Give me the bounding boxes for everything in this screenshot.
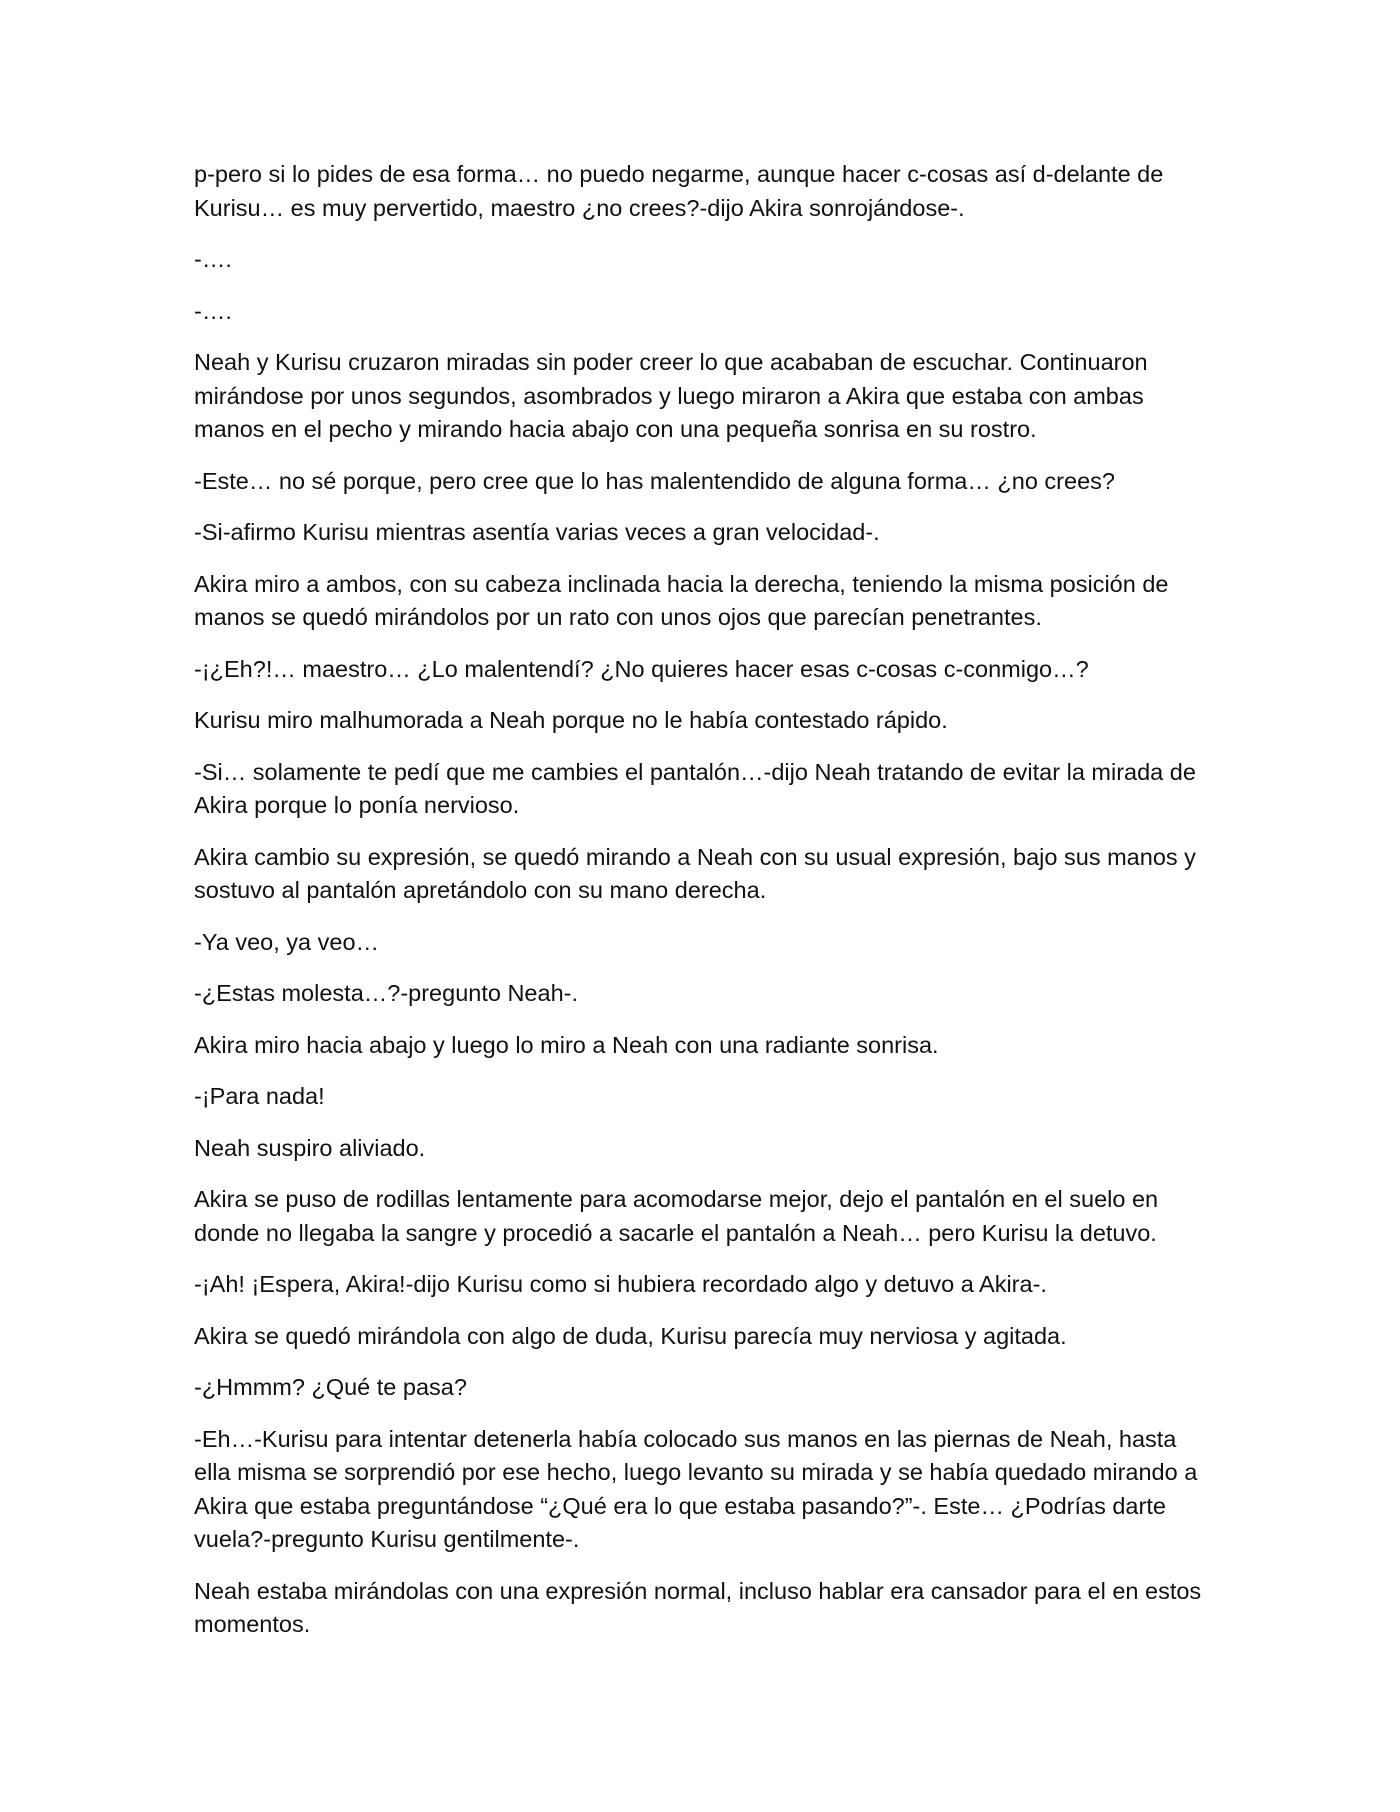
paragraph: -¿Estas molesta…?-pregunto Neah-.: [194, 980, 578, 1006]
paragraph: -Si-afirmo Kurisu mientras asentía varias veces a gran velocidad-.: [194, 519, 880, 545]
paragraph: Neah estaba mirándolas con una expresión normal, incluso hablar era cansador para el en estos momentos.: [194, 1577, 1202, 1637]
document-body: [194, 158, 1204, 1660]
paragraph: -¡¿Eh?!… maestro… ¿Lo malentendí? ¿No quieres hacer esas c-cosas c-conmigo…?: [194, 655, 1089, 682]
paragraph: -….: [194, 246, 232, 272]
paragraph: -Este… no sé porque, pero cree que lo has malentendido de alguna forma… ¿no crees?: [194, 467, 1115, 494]
paragraph: -Ya veo, ya veo…: [194, 928, 380, 955]
paragraph: p-pero si lo pides de esa forma… no puedo negarme, aunque hacer c-cosas así d-delante de Kurisu… es muy pervertido, maestro ¿no crees?-dijo Akira sonrojándose-.: [194, 161, 1164, 221]
paragraph: -Eh…-Kurisu para intentar detenerla había colocado sus manos en las piernas de Neah, hasta ella misma se sorprendió por ese hecho, luego levanto su mirada y se había quedado mirando a Akira que estaba preguntándose “¿Qué era lo que estaba pasando?”-. Este… ¿Podrías darte vuela?-pregunto Kurisu gentilmente-.: [194, 1425, 1198, 1552]
paragraph: Akira se puso de rodillas lentamente para acomodarse mejor, dejo el pantalón en el suelo en donde no llegaba la sangre y procedió a sacarle el pantalón a Neah… pero Kurisu la detuvo.: [194, 1186, 1159, 1246]
paragraph: Akira miro a ambos, con su cabeza inclinada hacia la derecha, teniendo la misma posición de manos se quedó mirándolos por un rato con unos ojos que parecían penetrantes.: [194, 570, 1169, 630]
paragraph: -….: [194, 297, 232, 324]
paragraph: Kurisu miro malhumorada a Neah porque no le había contestado rápido.: [194, 707, 948, 733]
paragraph: -¡Para nada!: [194, 1083, 325, 1109]
paragraph: -¿Hmmm? ¿Qué te pasa?: [194, 1374, 467, 1400]
paragraph: -Si… solamente te pedí que me cambies el pantalón…-dijo Neah tratando de evitar la mirada de Akira porque lo ponía nervioso.: [194, 758, 1196, 818]
paragraph: Akira se quedó mirándola con algo de duda, Kurisu parecía muy nerviosa y agitada.: [194, 1322, 1067, 1349]
paragraph: Neah suspiro aliviado.: [194, 1134, 426, 1161]
paragraph: Neah y Kurisu cruzaron miradas sin poder creer lo que acababan de escuchar. Continuaron mirándose por unos segundos, asombrados y luego miraron a Akira que estaba con ambas manos en el pecho y mirando hacia abajo con una pequeña sonrisa en su rostro.: [194, 349, 1148, 442]
paragraph: Akira miro hacia abajo y luego lo miro a Neah con una radiante sonrisa.: [194, 1031, 939, 1058]
paragraph: -¡Ah! ¡Espera, Akira!-dijo Kurisu como si hubiera recordado algo y detuvo a Akira-.: [194, 1271, 1047, 1297]
paragraph: Akira cambio su expresión, se quedó mirando a Neah con su usual expresión, bajo sus manos y sostuvo al pantalón apretándolo con su mano derecha.: [194, 843, 1196, 903]
